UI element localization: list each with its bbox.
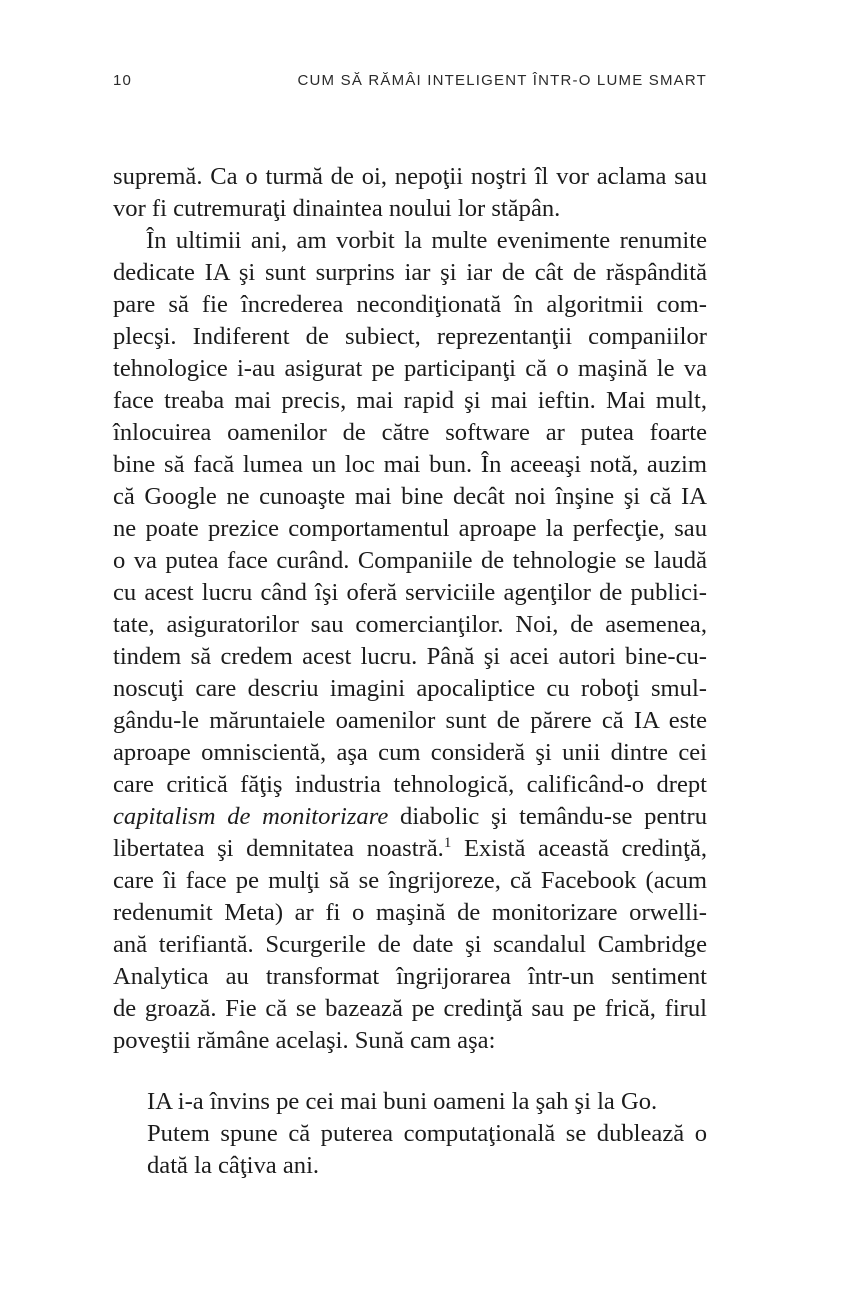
text-segment: libertatea şi demnitatea noastră. [113, 835, 444, 862]
text-line: Analytica au transformat îngrijorarea într-un sentiment [113, 963, 707, 990]
text-line: bine să facă lumea un loc mai bun. În aceeaşi notă, auzim [113, 451, 707, 478]
text-line: vor fi cutremuraţi dinaintea noului lor stăpân. [113, 195, 561, 222]
text-line: supremă. Ca o turmă de oi, nepoţii noştri îl vor aclama sau [113, 163, 707, 190]
text-line: plecşi. Indiferent de subiect, reprezentanţii companiilor [113, 323, 707, 350]
text-line: tehnologice i-au asigurat pe participanţi că o maşină le va [113, 355, 707, 382]
body-text [113, 161, 707, 1057]
text-line: care îi face pe mulţi să se îngrijoreze, că Facebook (acum [113, 867, 707, 894]
italic-term: capitalism de monitorizare [113, 803, 389, 830]
text-line: ană terifiantă. Scurgerile de date şi scandalul Cambridge [113, 931, 707, 958]
quote-line: Putem spune că puterea computaţională se dublează o [147, 1120, 707, 1147]
text-segment: Există această credinţă, [451, 835, 708, 862]
text-line: tindem să credem acest lucru. Până şi acei autori bine-cu- [113, 643, 707, 670]
block-quote [147, 1086, 707, 1182]
text-line: În ultimii ani, am vorbit la multe evenimente renumite [146, 227, 707, 254]
text-line: gându-le măruntaiele oamenilor sunt de părere că IA este [113, 707, 707, 734]
footnote-marker[interactable]: 1 [443, 835, 452, 851]
text-line: ne poate prezice comportamentul aproape la perfecţie, sau [113, 515, 707, 542]
text-line: aproape omniscientă, aşa cum consideră şi unii dintre cei [113, 739, 707, 766]
text-line: că Google ne cunoaşte mai bine decât noi înşine şi că IA [113, 483, 707, 510]
text-line: noscuţi care descriu imagini apocaliptice cu roboţi smul- [113, 675, 707, 702]
quote-line: dată la câţiva ani. [147, 1152, 320, 1179]
text-line: redenumit Meta) ar fi o maşină de monitorizare orwelli- [113, 899, 707, 926]
text-line: pare să fie încrederea necondiţionată în algoritmii com- [113, 291, 707, 318]
paragraph [113, 225, 707, 1057]
running-title: CUM SĂ RĂMÂI INTELIGENT ÎNTR-O LUME SMART [297, 72, 707, 89]
text-line: tate, asiguratorilor sau comercianţilor. Noi, de asemenea, [113, 611, 707, 638]
quote-line: IA i-a învins pe cei mai buni oameni la şah şi la Go. [147, 1088, 658, 1115]
text-line-with-italic [113, 801, 707, 833]
text-line-with-footnote [113, 833, 707, 865]
paragraph [113, 161, 707, 225]
text-line: o va putea face curând. Companiile de tehnologie se laudă [113, 547, 707, 574]
text-line: dedicate IA şi sunt surprins iar şi iar de cât de răspândită [113, 259, 707, 286]
page-number: 10 [113, 72, 133, 89]
text-line: face treaba mai precis, mai rapid şi mai ieftin. Mai mult, [113, 387, 707, 414]
text-line: cu acest lucru când îşi oferă serviciile agenţilor de publici- [113, 579, 707, 606]
text-line: de groază. Fie că se bazează pe credinţă sau pe frică, firul [113, 995, 707, 1022]
running-header [113, 72, 707, 94]
text-line: înlocuirea oamenilor de către software ar putea foarte [113, 419, 707, 446]
text-segment: diabolic şi temându-se pentru [388, 803, 707, 830]
text-line: care critică făţiş industria tehnologică, calificând-o drept [113, 771, 707, 798]
text-line: poveştii rămâne acelaşi. Sună cam aşa: [113, 1027, 496, 1054]
